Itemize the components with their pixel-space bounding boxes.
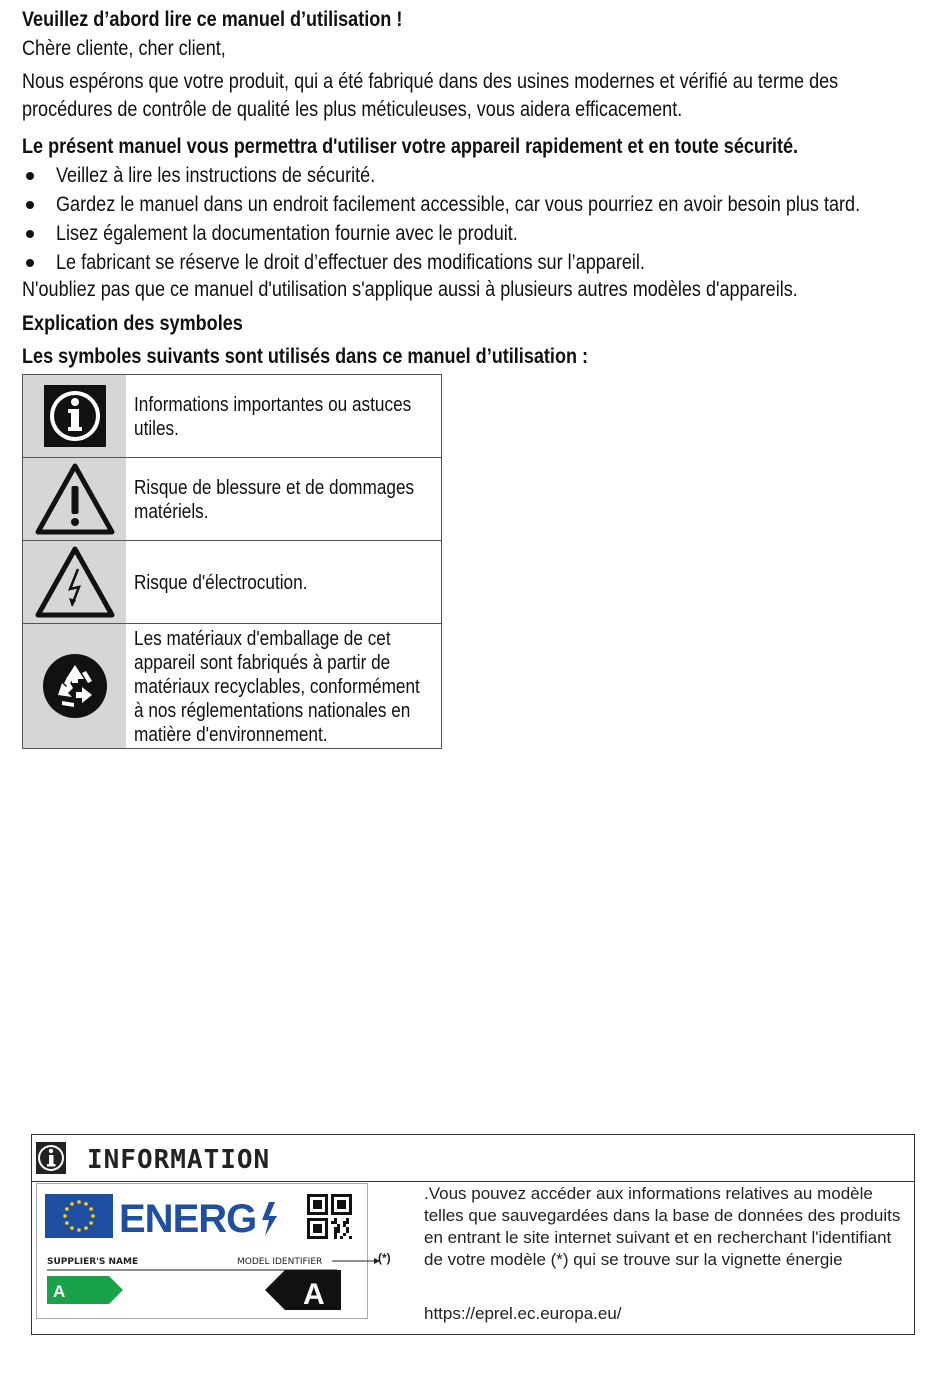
applicability-note: N'oubliez pas que ce manuel d'utilisation s'applique aussi à plusieurs autres modèles d'appareils. [22, 278, 798, 301]
eu-star [84, 1226, 88, 1230]
symbol-description: Risque de blessure et de dommages matériels. [134, 477, 415, 523]
energy-label [36, 1183, 368, 1319]
eu-star [63, 1214, 67, 1218]
eu-star [89, 1207, 93, 1211]
intro-paragraph-line1: Nous espérons que votre produit, qui a été fabriqué dans des usines modernes et vérifié au terme des [22, 70, 839, 93]
table-row [23, 375, 441, 458]
information-title: INFORMATION [87, 1145, 271, 1175]
eu-star [77, 1228, 81, 1232]
bullet-icon [26, 259, 34, 267]
list-item: Veillez à lire les instructions de sécurité. [22, 162, 950, 191]
information-box [31, 1134, 915, 1335]
list-item: Le fabricant se réserve le droit d’effectuer des modifications sur l’appareil. [22, 249, 950, 278]
information-header [32, 1135, 914, 1182]
greeting: Chère cliente, cher client, [22, 37, 226, 60]
info-icon [36, 1142, 66, 1174]
energy-word: ENERG [119, 1197, 257, 1241]
eu-star [89, 1221, 93, 1225]
symbols-heading: Explication des symboles [22, 312, 243, 335]
list-item: Lisez également la documentation fournie avec le produit. [22, 220, 950, 249]
supplier-name-label: SUPPLIER'S NAME [47, 1257, 139, 1267]
eu-star [84, 1202, 88, 1206]
table-row [23, 624, 441, 748]
symbol-description: Informations importantes ou astuces utiles. [134, 394, 412, 440]
eu-star [65, 1207, 69, 1211]
table-row [23, 458, 441, 541]
eu-star [77, 1200, 81, 1204]
symbol-description: Risque d'électrocution. [134, 572, 308, 594]
warning-icon [23, 458, 126, 540]
page-heading: Veuillez d’abord lire ce manuel d’utilisation ! [22, 8, 403, 31]
eu-star [91, 1214, 95, 1218]
lightning-icon [262, 1202, 277, 1236]
eprel-link[interactable]: https://eprel.ec.europa.eu/ [424, 1304, 622, 1323]
energy-class-small: A [53, 1282, 66, 1301]
eu-star [65, 1221, 69, 1225]
information-text: .Vous pouvez accéder aux informations relatives au modèle telles que sauvegardées dans la base de données des produits en entrant le site internet suivant et en recherchant l'identifiant de votre modèle (*) qui se trouve sur la vignette énergie [424, 1184, 901, 1269]
electric-shock-icon [23, 541, 126, 623]
eu-star [70, 1202, 74, 1206]
symbols-subheading: Les symboles suivants sont utilisés dans ce manuel d’utilisation : [22, 345, 589, 368]
bullet-icon [26, 201, 34, 209]
symbol-description: Les matériaux d'emballage de cet appareil sont fabriqués à partir de matériaux recyclables, conformément à nos réglementations nationales en matière d'environnement. [134, 628, 420, 746]
eu-star [70, 1226, 74, 1230]
intro-paragraph-line2: procédures de contrôle de qualité les plus méticuleuses, vous aidera efficacement. [22, 98, 683, 121]
qr-code-icon [307, 1194, 352, 1239]
recycle-icon [23, 624, 126, 748]
symbols-table [22, 374, 442, 749]
info-icon [23, 375, 126, 457]
bullet-icon [26, 172, 34, 180]
table-row [23, 541, 441, 624]
energy-class-big: A [303, 1278, 325, 1311]
model-marker: (*) [378, 1251, 391, 1265]
list-item: Gardez le manuel dans un endroit facilement accessible, car vous pourriez en avoir besoin plus tard. [22, 191, 950, 220]
model-identifier-label: MODEL IDENTIFIER [237, 1257, 323, 1267]
intro-subheading: Le présent manuel vous permettra d'utiliser votre appareil rapidement et en toute sécurité. [22, 135, 799, 158]
bullet-icon [26, 230, 34, 238]
bullet-list [22, 162, 950, 278]
